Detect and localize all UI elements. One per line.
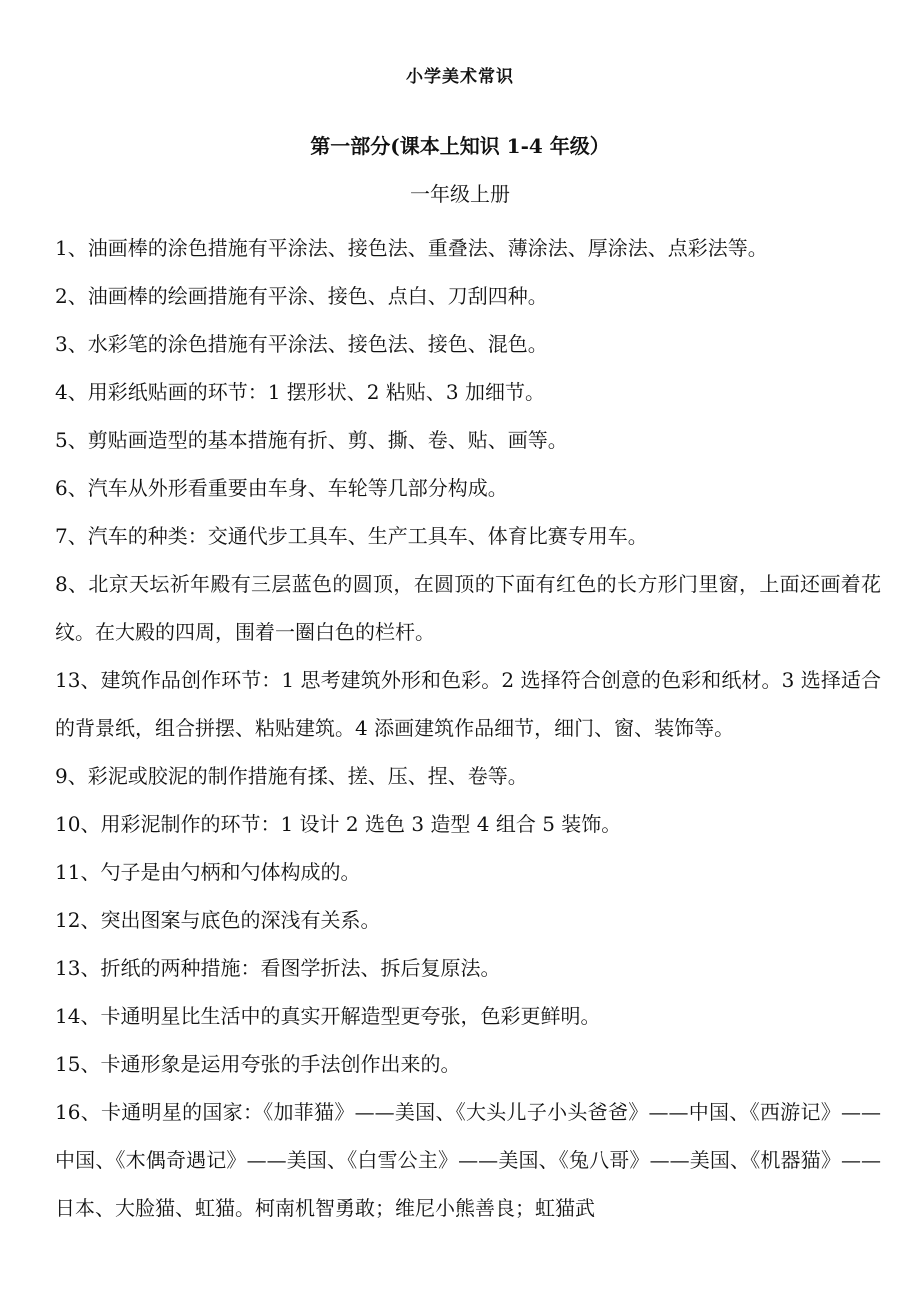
- document-title: 小学美术常识: [406, 67, 514, 87]
- paragraph-9: 9、彩泥或胶泥的制作措施有揉、搓、压、捏、卷等。: [55, 764, 528, 788]
- paragraph-16: 16、卡通明星的国家：《加菲猫》——美国、《大头儿子小头爸爸》——中国、《西游记》——中国、《木偶奇遇记》——美国、《白雪公主》——美国、《兔八哥》——美国、《机器猫》——日本、大脸猫、虹猫。柯南机智勇敢；维尼小熊善良；虹猫武: [55, 1100, 881, 1220]
- paragraph-13a: 13、建筑作品创作环节：1 思考建筑外形和色彩。2 选择符合创意的色彩和纸材。3 选择适合的背景纸，组合拼摆、粘贴建筑。4 添画建筑作品细节，细门、窗、装饰等。: [55, 668, 881, 740]
- section-title: 第一部分(课本上知识 1-4 年级）: [310, 134, 610, 158]
- paragraph-4: 4、用彩纸贴画的环节：1 摆形状、2 粘贴、3 加细节。: [55, 380, 545, 404]
- paragraph-11: 11、勺子是由勺柄和勺体构成的。: [55, 860, 361, 884]
- subsection-title: 一年级上册: [410, 182, 510, 206]
- paragraph-15: 15、卡通形象是运用夸张的手法创作出来的。: [55, 1052, 461, 1076]
- paragraph-12: 12、突出图案与底色的深浅有关系。: [55, 908, 381, 932]
- paragraph-14: 14、卡通明星比生活中的真实开解造型更夸张，色彩更鲜明。: [55, 1004, 601, 1028]
- paragraph-2: 2、油画棒的绘画措施有平涂、接色、点白、刀刮四种。: [55, 284, 548, 308]
- paragraph-8: 8、北京天坛祈年殿有三层蓝色的圆顶，在圆顶的下面有红色的长方形门里窗，上面还画着花纹。在大殿的四周，围着一圈白色的栏杆。: [55, 572, 881, 644]
- paragraph-1: 1、油画棒的涂色措施有平涂法、接色法、重叠法、薄涂法、厚涂法、点彩法等。: [55, 236, 768, 260]
- paragraph-3: 3、水彩笔的涂色措施有平涂法、接色法、接色、混色。: [55, 332, 548, 356]
- paragraph-10: 10、用彩泥制作的环节：1 设计 2 选色 3 造型 4 组合 5 装饰。: [55, 812, 622, 836]
- paragraph-5: 5、剪贴画造型的基本措施有折、剪、撕、卷、贴、画等。: [55, 428, 568, 452]
- paragraph-7: 7、汽车的种类：交通代步工具车、生产工具车、体育比赛专用车。: [55, 524, 648, 548]
- paragraph-6: 6、汽车从外形看重要由车身、车轮等几部分构成。: [55, 476, 508, 500]
- body-text: [55, 224, 881, 1232]
- paragraph-13b: 13、折纸的两种措施：看图学折法、拆后复原法。: [55, 956, 501, 980]
